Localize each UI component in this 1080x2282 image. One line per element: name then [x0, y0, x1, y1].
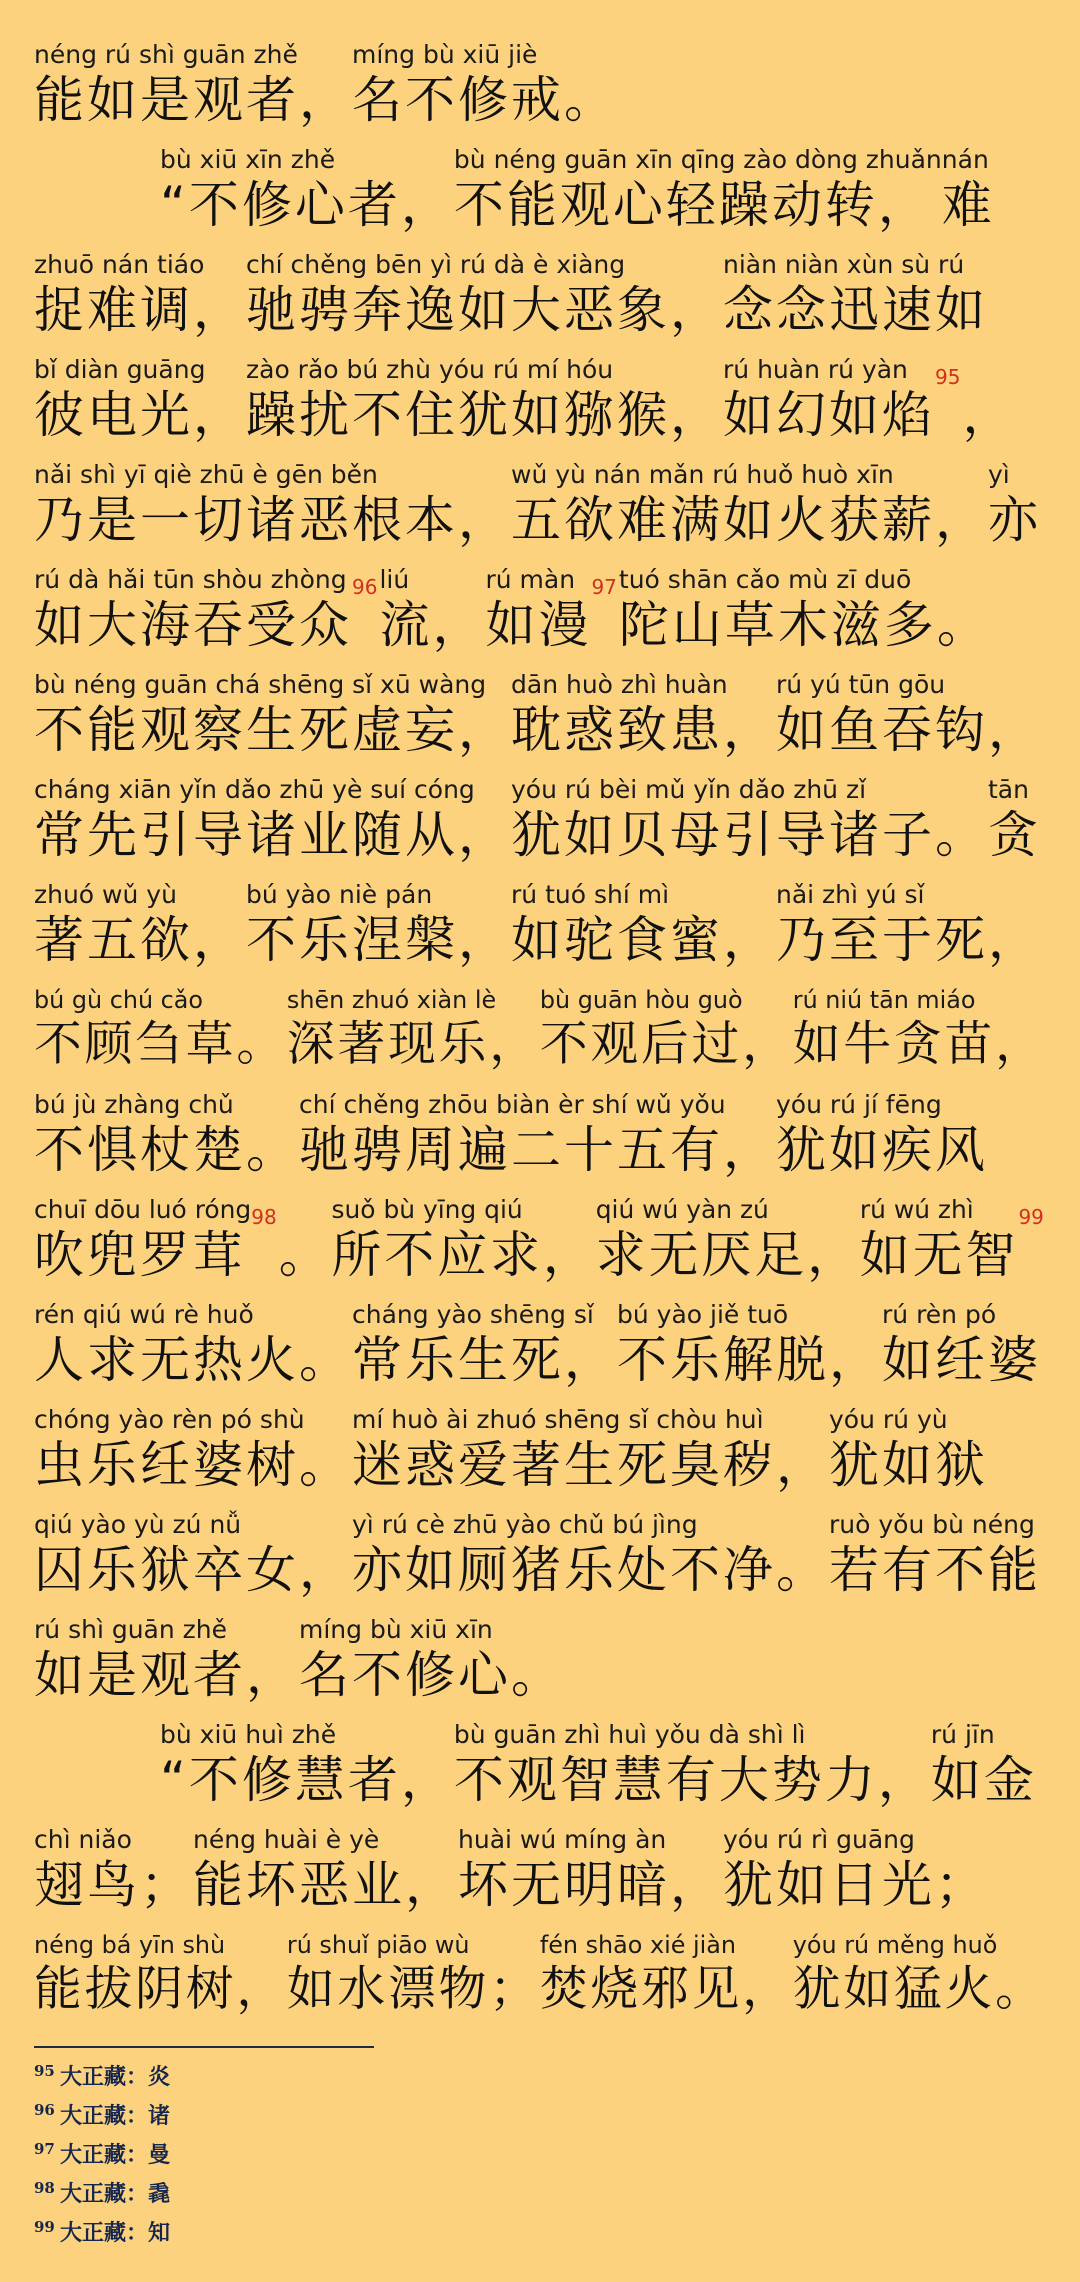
text-line: [34, 1195, 1046, 1300]
annotated-phrase: [511, 670, 776, 760]
pinyin: chì niǎo: [34, 1825, 132, 1854]
pinyin: liú: [379, 565, 410, 594]
pinyin: rú màn: [485, 565, 576, 594]
footnote-text: 大正藏：炎: [60, 2064, 171, 2090]
footnote-marker[interactable]: 99: [1018, 1205, 1044, 1229]
text-line: [34, 250, 1046, 355]
text-line: [34, 1615, 1046, 1720]
annotated-phrase: [34, 1405, 352, 1495]
text-line: [34, 1720, 1046, 1825]
annotated-phrase: [34, 250, 246, 340]
annotated-phrase: [34, 985, 287, 1075]
annotated-phrase: [988, 460, 1041, 550]
hanzi: 犹如日光；: [723, 1856, 988, 1914]
pinyin: yóu rú yù: [829, 1405, 948, 1434]
hanzi: 吹兜罗茸: [34, 1226, 246, 1284]
footnotes: [34, 2058, 170, 2253]
hanzi: 陀山草木滋多。: [618, 596, 990, 654]
hanzi: 所不应求，: [331, 1226, 596, 1284]
annotated-phrase: [511, 880, 776, 970]
hanzi: 驰骋周遍二十五有，: [299, 1121, 776, 1179]
pinyin: chí chěng zhōu biàn èr shí wǔ yǒu: [299, 1090, 726, 1119]
hanzi: 如漫: [485, 596, 592, 654]
footnote: [34, 2136, 170, 2175]
annotated-phrase: [829, 1510, 1041, 1600]
annotated-phrase: [793, 1930, 1046, 2020]
footnote-marker[interactable]: 97: [591, 575, 617, 599]
annotated-phrase: [34, 565, 352, 655]
pinyin: nán: [941, 145, 989, 174]
footnote-marker[interactable]: 95: [935, 365, 961, 389]
hanzi: 如金: [930, 1751, 1037, 1809]
footnote-marker[interactable]: 98: [251, 1205, 277, 1229]
footnote: [34, 2214, 170, 2253]
pinyin: bǐ diàn guāng: [34, 355, 206, 384]
annotated-phrase: [34, 1510, 352, 1600]
annotated-phrase: [723, 1825, 988, 1915]
hanzi: 犹如贝母引导诸子。: [511, 806, 988, 864]
annotated-phrase: [540, 1930, 793, 2020]
annotated-phrase: [34, 1930, 287, 2020]
hanzi: 如大海吞受众: [34, 596, 352, 654]
pinyin: rú shuǐ piāo wù: [286, 1931, 470, 1959]
hanzi: ，: [962, 386, 1016, 444]
annotated-phrase: [454, 145, 942, 235]
annotated-phrase: [511, 775, 988, 865]
annotated-phrase: [246, 250, 723, 340]
hanzi: 如驼食蜜，: [511, 911, 776, 969]
pinyin: chuī dōu luó róng: [34, 1195, 252, 1224]
pinyin: bù xiū xīn zhě: [160, 145, 336, 174]
hanzi: 如无智: [859, 1226, 1019, 1284]
pinyin: yóu rú bèi mǔ yǐn dǎo zhū zǐ: [511, 775, 867, 804]
pinyin: rú rèn pó: [882, 1300, 997, 1329]
hanzi: 流，: [379, 596, 486, 654]
pinyin: bù guān zhì huì yǒu dà shì lì: [453, 1720, 806, 1749]
hanzi: 不观智慧有大势力，: [453, 1751, 931, 1809]
annotated-phrase: [860, 1195, 1019, 1285]
annotated-phrase: [299, 1090, 776, 1180]
hanzi: 捉难调，: [34, 281, 246, 339]
hanzi: 若有不能: [829, 1541, 1041, 1599]
pinyin: rú huàn rú yàn: [723, 355, 908, 384]
hanzi: 彼电光，: [34, 386, 246, 444]
hanzi: 能如是观者，: [34, 71, 352, 129]
hanzi: 常先引导诸业随从，: [34, 806, 511, 864]
footnote: [34, 2058, 170, 2097]
annotated-phrase: [352, 1300, 617, 1390]
footnote-number: 95: [34, 2062, 55, 2080]
hanzi: 躁扰不住犹如猕猴，: [246, 386, 723, 444]
annotated-phrase: [246, 355, 723, 445]
hanzi: 难: [941, 176, 995, 234]
text-line: [34, 145, 1046, 250]
hanzi: “不修心者，: [160, 176, 454, 234]
pinyin: zhuō nán tiáo: [34, 250, 205, 279]
annotated-phrase: [962, 355, 1015, 445]
pinyin: míng bù xiū jiè: [352, 40, 538, 69]
hanzi: 著五欲，: [34, 911, 246, 969]
pinyin: tuó shān cǎo mù zī duō: [618, 565, 912, 594]
pinyin: yóu rú měng huǒ: [792, 1931, 998, 1959]
hanzi: 不观后过，: [539, 1017, 793, 1072]
annotated-phrase: [776, 1090, 988, 1180]
annotated-phrase: [34, 775, 511, 865]
footnote-number: 97: [34, 2140, 55, 2158]
footnote-divider: [34, 2046, 374, 2048]
text-line: [34, 1405, 1046, 1510]
pinyin: rú niú tān miáo: [792, 986, 976, 1014]
text-line: [34, 775, 1046, 880]
annotated-phrase: [34, 1090, 299, 1180]
pinyin: mí huò ài zhuó shēng sǐ chòu huì: [352, 1405, 764, 1434]
hanzi: 如纴婆: [882, 1331, 1041, 1389]
pinyin: qiú yào yù zú nǚ: [34, 1510, 242, 1539]
pinyin: bù néng guān chá shēng sǐ xū wàng: [34, 670, 487, 699]
hanzi: 亦如厕猪乐处不净。: [352, 1541, 829, 1599]
annotated-phrase: [34, 1615, 299, 1705]
annotated-phrase: [34, 880, 246, 970]
pinyin: néng huài è yè: [193, 1825, 380, 1854]
hanzi: 犹如猛火。: [792, 1962, 1046, 2017]
annotated-phrase: [458, 1825, 723, 1915]
pinyin: rú dà hǎi tūn shòu zhòng: [34, 565, 347, 594]
text-line: [34, 565, 1046, 670]
annotated-phrase: [34, 1195, 251, 1285]
pinyin: néng rú shì guān zhě: [34, 40, 298, 69]
hanzi: 囚乐狱卒女，: [34, 1541, 352, 1599]
hanzi: “不修慧者，: [160, 1751, 454, 1809]
text-line: [34, 355, 1046, 460]
hanzi: 亦: [988, 491, 1041, 549]
hanzi: 能拔阴树，: [34, 1962, 287, 2017]
hanzi: 如幻如焰: [723, 386, 935, 444]
scripture-text: [34, 40, 1046, 2035]
annotated-phrase: [352, 1405, 829, 1495]
annotated-phrase: [246, 880, 511, 970]
footnote-text: 大正藏：知: [60, 2220, 171, 2246]
text-line: [34, 880, 1046, 985]
annotated-phrase: [34, 1825, 193, 1915]
pinyin: rú yú tūn gōu: [776, 670, 946, 699]
annotated-phrase: [160, 145, 454, 235]
pinyin: wǔ yù nán mǎn rú huǒ huò xīn: [511, 460, 894, 489]
annotated-phrase: [942, 145, 995, 235]
annotated-phrase: [287, 1930, 540, 2020]
annotated-phrase: [352, 1510, 829, 1600]
hanzi: 坏无明暗，: [458, 1856, 723, 1914]
footnote-number: 96: [34, 2101, 55, 2119]
annotated-phrase: [279, 1195, 332, 1285]
annotated-phrase: [352, 40, 617, 130]
pinyin: yì: [988, 460, 1010, 489]
pinyin: bù guān hòu guò: [539, 986, 743, 1014]
pinyin: néng bá yīn shù: [34, 1931, 226, 1959]
hanzi: 求无厌足，: [595, 1226, 860, 1284]
footnote: [34, 2097, 170, 2136]
pinyin: cháng xiān yǐn dǎo zhū yè suí cóng: [34, 775, 475, 804]
annotated-phrase: [379, 565, 485, 655]
text-line: [34, 1510, 1046, 1615]
annotated-phrase: [160, 1720, 454, 1810]
hanzi: 犹如狱: [829, 1436, 988, 1494]
annotated-phrase: [619, 565, 990, 655]
pinyin: rú tuó shí mì: [511, 880, 670, 909]
annotated-phrase: [299, 1615, 564, 1705]
annotated-phrase: [511, 460, 988, 550]
hanzi: 虫乐纴婆树。: [34, 1436, 352, 1494]
text-line: [34, 1090, 1046, 1195]
pinyin: yóu rú rì guāng: [723, 1825, 915, 1854]
hanzi: 翅鸟；: [34, 1856, 193, 1914]
pinyin: ruò yǒu bù néng: [829, 1510, 1035, 1539]
hanzi: 如是观者，: [34, 1646, 299, 1704]
pinyin: yì rú cè zhū yào chǔ bú jìng: [352, 1510, 698, 1539]
pinyin: suǒ bù yīng qiú: [331, 1195, 523, 1224]
hanzi: 如鱼吞钩，: [776, 701, 1041, 759]
pinyin: rú jīn: [930, 1720, 995, 1749]
pinyin: qiú wú yàn zú: [595, 1195, 769, 1224]
footnote-text: 大正藏：毳: [60, 2181, 171, 2207]
text-line: [34, 985, 1046, 1090]
pinyin: zào rǎo bú zhù yóu rú mí hóu: [246, 355, 614, 384]
pinyin: shēn zhuó xiàn lè: [286, 986, 497, 1014]
annotated-phrase: [617, 1300, 882, 1390]
pinyin: niàn niàn xùn sù rú: [723, 250, 965, 279]
annotated-phrase: [34, 40, 352, 130]
hanzi: 。: [278, 1226, 332, 1284]
pinyin: chóng yào rèn pó shù: [34, 1405, 305, 1434]
annotated-phrase: [988, 775, 1041, 865]
pinyin: rú wú zhì: [859, 1195, 974, 1224]
pinyin: cháng yào shēng sǐ: [352, 1300, 594, 1329]
pinyin: rén qiú wú rè huǒ: [34, 1300, 254, 1329]
pinyin: bú jù zhàng chǔ: [34, 1090, 234, 1119]
hanzi: 如水漂物；: [286, 1962, 540, 2017]
pinyin: dān huò zhì huàn: [511, 670, 728, 699]
hanzi: 不乐涅槃，: [246, 911, 511, 969]
annotated-phrase: [34, 1300, 352, 1390]
hanzi: 乃是一切诸恶根本，: [34, 491, 511, 549]
hanzi: 焚烧邪见，: [539, 1962, 793, 2017]
hanzi: 能坏恶业，: [193, 1856, 458, 1914]
pinyin: bù néng guān xīn qīng zào dòng zhuǎn: [453, 145, 942, 174]
hanzi: 驰骋奔逸如大恶象，: [246, 281, 723, 339]
text-line: [34, 1825, 1046, 1930]
hanzi: 人求无热火。: [34, 1331, 352, 1389]
text-line: [34, 670, 1046, 775]
hanzi: 念念迅速如: [723, 281, 988, 339]
annotated-phrase: [540, 985, 793, 1075]
pinyin: míng bù xiū xīn: [299, 1615, 493, 1644]
annotated-phrase: [829, 1405, 988, 1495]
annotated-phrase: [34, 460, 511, 550]
pinyin: fén shāo xié jiàn: [539, 1931, 736, 1959]
hanzi: 不惧杖楚。: [34, 1121, 299, 1179]
hanzi: 不能观察生死虚妄，: [34, 701, 511, 759]
annotated-phrase: [776, 670, 1041, 760]
annotated-phrase: [332, 1195, 596, 1285]
hanzi: 不能观心轻躁动转，: [453, 176, 931, 234]
hanzi: 贪: [988, 806, 1041, 864]
annotated-phrase: [931, 1720, 1037, 1810]
annotated-phrase: [34, 355, 246, 445]
hanzi: 迷惑爱著生死臭秽，: [352, 1436, 829, 1494]
hanzi: 常乐生死，: [352, 1331, 617, 1389]
hanzi: 名不修戒。: [352, 71, 617, 129]
text-line: [34, 1930, 1046, 2035]
pinyin: bù xiū huì zhě: [160, 1720, 337, 1749]
pinyin: huài wú míng àn: [458, 1825, 667, 1854]
annotated-phrase: [193, 1825, 458, 1915]
footnote: [34, 2175, 170, 2214]
annotated-phrase: [34, 670, 511, 760]
pinyin: [279, 1195, 332, 1225]
text-line: [34, 1300, 1046, 1405]
footnote-number: 98: [34, 2179, 55, 2197]
pinyin: nǎi zhì yú sǐ: [776, 880, 925, 909]
annotated-phrase: [723, 250, 988, 340]
pinyin: chí chěng bēn yì rú dà è xiàng: [246, 250, 626, 279]
hanzi: 名不修心。: [299, 1646, 564, 1704]
hanzi: 不乐解脱，: [617, 1331, 882, 1389]
pinyin: bú gù chú cǎo: [34, 986, 203, 1014]
hanzi: 犹如疾风: [776, 1121, 988, 1179]
annotated-phrase: [596, 1195, 860, 1285]
annotated-phrase: [454, 1720, 931, 1810]
hanzi: 耽惑致患，: [511, 701, 776, 759]
pinyin: bú yào jiě tuō: [617, 1300, 789, 1329]
annotated-phrase: [287, 985, 540, 1075]
pinyin: rú shì guān zhě: [34, 1615, 228, 1644]
annotated-phrase: [723, 355, 935, 445]
pinyin: nǎi shì yī qiè zhū è gēn běn: [34, 460, 378, 489]
hanzi: 如牛贪苗，: [792, 1017, 1046, 1072]
footnote-text: 大正藏：曼: [60, 2142, 171, 2168]
text-line: [34, 460, 1046, 565]
pinyin: yóu rú jí fēng: [776, 1090, 942, 1119]
annotated-phrase: [776, 880, 1041, 970]
text-line: [34, 40, 1046, 145]
annotated-phrase: [485, 565, 591, 655]
pinyin: tān: [988, 775, 1029, 804]
pinyin: [962, 355, 1015, 385]
pinyin: bú yào niè pán: [246, 880, 433, 909]
annotated-phrase: [882, 1300, 1041, 1390]
pinyin: zhuó wǔ yù: [34, 880, 177, 909]
hanzi: 五欲难满如火获薪，: [511, 491, 988, 549]
annotated-phrase: [793, 985, 1046, 1075]
footnote-number: 99: [34, 2218, 55, 2236]
hanzi: 深著现乐，: [286, 1017, 540, 1072]
footnote-text: 大正藏：诸: [60, 2103, 171, 2129]
hanzi: 不顾刍草。: [34, 1017, 287, 1072]
footnote-marker[interactable]: 96: [352, 575, 378, 599]
hanzi: 乃至于死，: [776, 911, 1041, 969]
